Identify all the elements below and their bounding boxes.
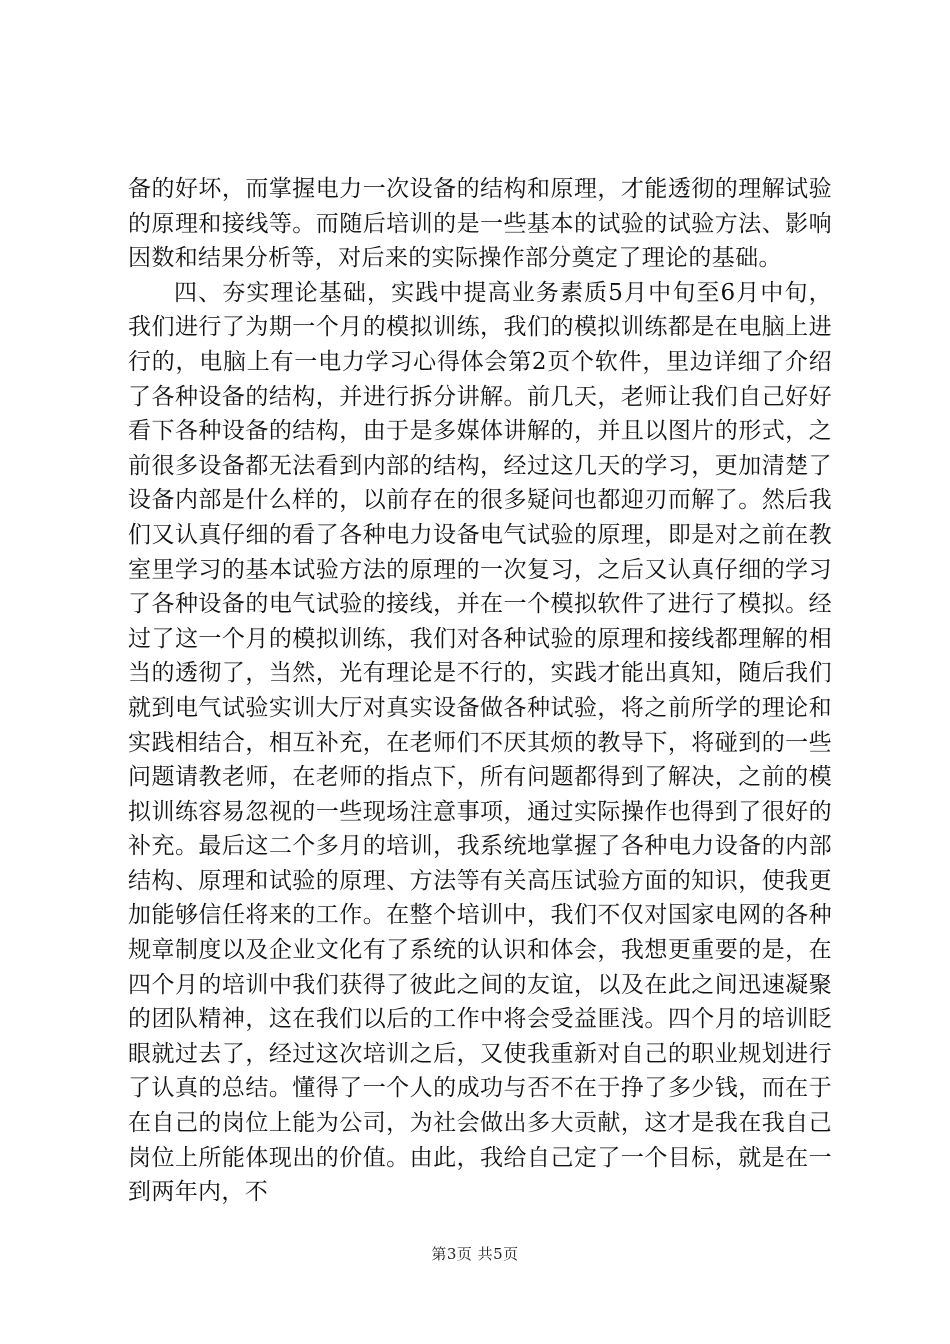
paragraph-section-four: 四、夯实理论基础，实践中提高业务素质5月中旬至6月中旬，我们进行了为期一个月的模拟训练，我们的模拟训练都是在电脑上进行的，电脑上有一电力学习心得体会第2页个软件，里边详细了介绍了各种设备的结构，并进行拆分讲解。前几天，老师让我们自己好好看下各种设备的结构，由于是多媒体讲解的，并且以图片的形式，之前很多设备都无法看到内部的结构，经过这几天的学习，更加清楚了设备内部是什么样的，以前存在的很多疑问也都迎刃而解了。然后我们又认真仔细的看了各种电力设备电气试验的原理，即是对之前在教室里学习的基本试验方法的原理的一次复习，之后又认真仔细的学习了各种设备的电气试验的接线，并在一个模拟软件了进行了模拟。经过了这一个月的模拟训练，我们对各种试验的原理和接线都理解的相当的透彻了，当然，光有理论是不行的，实践才能出真知，随后我们就到电气试验实训大厅对真实设备做各种试验，将之前所学的理论和实践相结合，相互补充，在老师们不厌其烦的教导下，将碰到的一些问题请教老师，在老师的指点下，所有问题都得到了解决，之前的模拟训练容易忽视的一些现场注意事项，通过实际操作也得到了很好的补充。最后这二个多月的培训，我系统地掌握了各种电力设备的内部结构、原理和试验的原理、方法等有关高压试验方面的知识，使我更加能够信任将来的工作。在整个培训中，我们不仅对国家电网的各种规章制度以及企业文化有了系统的认识和体会，我想更重要的是，在四个月的培训中我们获得了彼此之间的友谊，以及在此之间迅速凝聚的团队精神，这在我们以后的工作中将会受益匪浅。四个月的培训眨眼就过去了，经过这次培训之后，又使我重新对自己的职业规划进行了认真的总结。懂得了一个人的成功与否不在于挣了多少钱，而在于在自己的岗位上能为公司，为社会做出多大贡献，这才是我在我自己岗位上所能体现出的价值。由此，我给自己定了一个目标，就是在一到两年内，不 [128,279,832,1206]
paragraph-continuation: 备的好坏，而掌握电力一次设备的结构和原理，才能透彻的理解试验的原理和接线等。而随后培训的是一些基本的试验的试验方法、影响因数和结果分析等，对后来的实际操作部分奠定了理论的基础。 [128,176,832,272]
page-number-footer: 第3页 共5页 [431,1245,519,1263]
document-body [128,172,832,1210]
